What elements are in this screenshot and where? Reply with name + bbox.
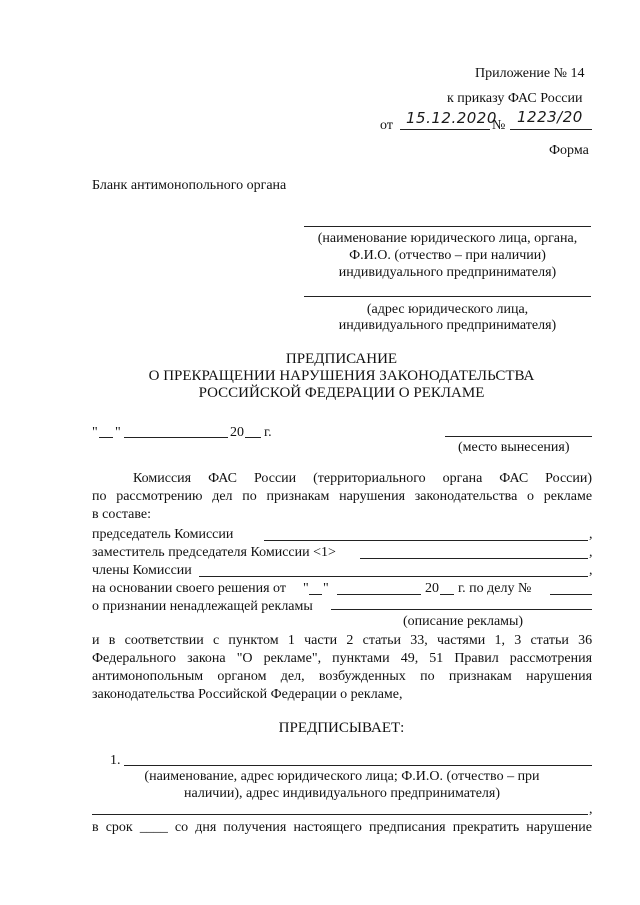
legal-line-1 (92, 633, 592, 649)
appendix-label: Приложение № 14 (475, 66, 585, 81)
word: "О рекламе", (236, 651, 322, 666)
chair-blank (264, 540, 588, 541)
word: Правил (454, 651, 499, 666)
recognition-text: о признании ненадлежащей рекламы (92, 599, 313, 614)
members-comma: , (589, 563, 593, 578)
word: предписания (368, 820, 446, 835)
word: со дня получения (174, 820, 287, 835)
word: дел (212, 489, 233, 504)
order-item-blank-2 (92, 814, 588, 815)
word: дел, (280, 669, 305, 684)
word: частями (437, 633, 486, 648)
addressee-name-line (304, 226, 591, 227)
word: пунктами (332, 651, 390, 666)
order-item-number: 1. (110, 753, 121, 768)
word: признакам (448, 669, 512, 684)
word: 3 (514, 633, 522, 648)
word: нарушение (526, 820, 592, 835)
document-title-3: РОССИЙСКОЙ ФЕДЕРАЦИИ О РЕКЛАМЕ (198, 385, 485, 401)
addressee-name-caption-1: (наименование юридического лица, органа, (317, 231, 578, 246)
members-blank (199, 576, 588, 577)
word: 1, (494, 633, 505, 648)
word: рекламе (543, 489, 593, 504)
legal-line-3 (92, 669, 592, 685)
case-number-blank (550, 594, 592, 595)
word: рассмотрению (116, 489, 203, 504)
word: и (92, 633, 100, 648)
date-month-blank (124, 437, 228, 438)
date-year-prefix: 20 (230, 425, 244, 440)
word: части (304, 633, 338, 648)
handwritten-number: 1223/20 (517, 108, 583, 126)
order-item-comma: , (589, 802, 593, 817)
order-heading: ПРЕДПИСЫВАЕТ: (278, 720, 405, 736)
word: ФАС (499, 471, 529, 486)
ad-description-blank (331, 609, 592, 610)
word: по (92, 489, 107, 504)
word: в срок (92, 820, 133, 835)
date-quote-open: " (92, 425, 98, 440)
date-underline (400, 129, 490, 130)
word: о (527, 489, 535, 504)
word: возбужденных (318, 669, 406, 684)
order-item-caption-1: (наименование, адрес юридического лица; Ф.И.О. (отчество – при (144, 769, 540, 784)
chair-comma: , (589, 527, 593, 542)
word: нарушения (526, 669, 593, 684)
blank-label: Бланк антимонопольного органа (92, 178, 287, 193)
word: ____ (139, 820, 168, 835)
chair-label: председатель Комиссии (92, 527, 234, 542)
basis-month-blank (337, 594, 421, 595)
word: нарушения (339, 489, 406, 504)
place-line (445, 436, 592, 437)
basis-quote-open: " (303, 581, 309, 596)
order-item-blank (124, 765, 592, 766)
word: законодательства (414, 489, 518, 504)
deputy-label: заместитель председателя Комиссии <1> (92, 545, 336, 560)
word: органом (217, 669, 267, 684)
place-caption: (место вынесения) (458, 440, 570, 455)
word: Федерального (92, 651, 177, 666)
deadline-line (92, 820, 592, 836)
addressee-address-line (304, 296, 591, 297)
order-item-caption-2: наличии), адрес индивидуального предпринимателя) (184, 786, 500, 801)
handwritten-date: 15.12.2020 (406, 109, 497, 127)
basis-case-text: г. по делу № (458, 581, 532, 596)
word: 49, (400, 651, 419, 666)
date-year-blank (245, 437, 261, 438)
legal-line-2 (92, 651, 592, 667)
deputy-blank (360, 558, 588, 559)
word: 1 (287, 633, 295, 648)
word: рассмотрения (509, 651, 593, 666)
basis-quote-close: " (323, 581, 329, 596)
from-label: от (380, 118, 393, 133)
document-title-1: ПРЕДПИСАНИЕ (285, 351, 398, 367)
order-reference: к приказу ФАС России (447, 91, 583, 106)
commission-line-1 (133, 471, 592, 487)
word: 33, (410, 633, 428, 648)
word: 36 (578, 633, 593, 648)
word: закона (187, 651, 226, 666)
word: антимонопольным (92, 669, 204, 684)
word: в соответствии (108, 633, 204, 648)
number-label: № (492, 118, 506, 133)
addressee-address-caption-1: (адрес юридического лица, (366, 302, 529, 317)
commission-line-3: в составе: (92, 507, 152, 522)
word: настоящего (293, 820, 362, 835)
document-title-2: О ПРЕКРАЩЕНИИ НАРУШЕНИЯ ЗАКОНОДАТЕЛЬСТВА (148, 368, 535, 384)
date-quote-close: " (115, 425, 121, 440)
word: России (253, 471, 297, 486)
basis-year: 20 (425, 581, 439, 596)
word: (территориального (313, 471, 426, 486)
word: 2 (346, 633, 354, 648)
addressee-name-caption-2: Ф.И.О. (отчество – при наличии) (349, 248, 546, 263)
form-label: Форма (549, 143, 589, 158)
word: статьи (362, 633, 402, 648)
word: ФАС (208, 471, 237, 486)
word: с пунктом (212, 633, 279, 648)
basis-day-blank (309, 594, 322, 595)
deputy-comma: , (589, 545, 593, 560)
word: Комиссия (133, 471, 192, 486)
members-label: члены Комиссии (92, 563, 192, 578)
word: статьи (530, 633, 569, 648)
date-year-suffix: г. (264, 425, 272, 440)
basis-year-blank (440, 594, 454, 595)
word: 51 (429, 651, 444, 666)
legal-line-4: законодательства Российской Федерации о рекламе, (92, 687, 403, 702)
basis-text: на основании своего решения от (92, 581, 286, 596)
addressee-name-caption-3: индивидуального предпринимателя) (338, 265, 557, 280)
ad-caption: (описание рекламы) (403, 614, 524, 629)
word: прекратить (452, 820, 520, 835)
word: России) (545, 471, 593, 486)
word: по (420, 669, 435, 684)
word: признакам (266, 489, 330, 504)
word: по (242, 489, 257, 504)
addressee-address-caption-2: индивидуального предпринимателя) (338, 318, 557, 333)
commission-line-2 (92, 489, 592, 505)
date-day-blank (99, 437, 113, 438)
number-underline (510, 129, 592, 130)
word: органа (442, 471, 483, 486)
